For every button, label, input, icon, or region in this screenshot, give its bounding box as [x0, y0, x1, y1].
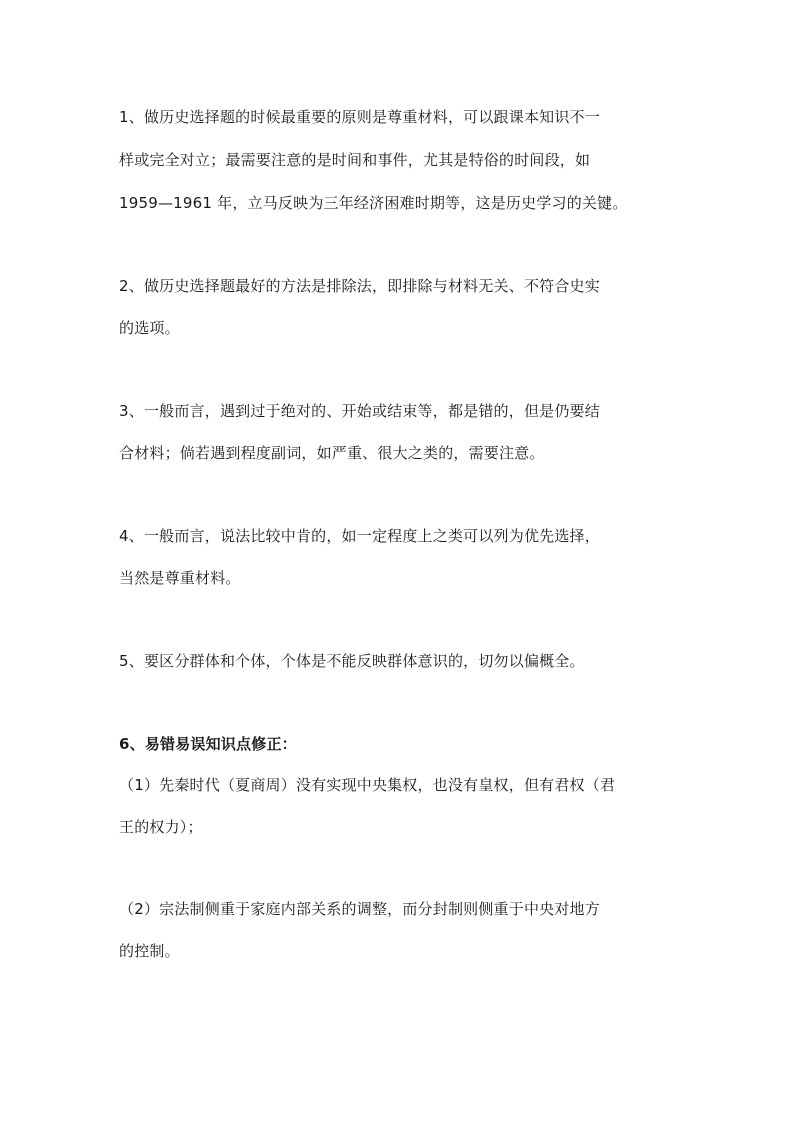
paragraph-7-line-1: （2）宗法制侧重于家庭内部关系的调整，而分封制则侧重于中央对地方 — [119, 900, 600, 918]
paragraph-5-line-1: 5、要区分群体和个体，个体是不能反映群体意识的，切勿以偏概全。 — [119, 652, 585, 670]
paragraph-4-line-2: 当然是尊重材料。 — [119, 569, 241, 587]
paragraph-1-line-1: 1、做历史选择题的时候最重要的原则是尊重材料，可以跟课本知识不一 — [119, 108, 600, 126]
paragraph-6-line-1: （1）先秦时代（夏商周）没有实现中央集权，也没有皇权，但有君权（君 — [119, 776, 616, 794]
paragraph-7-line-2: 的控制。 — [119, 942, 180, 960]
paragraph-4-line-1: 4、一般而言，说法比较中肯的，如一定程度上之类可以列为优先选择， — [119, 527, 600, 545]
paragraph-3-line-1: 3、一般而言，遇到过于绝对的、开始或结束等，都是错的，但是仍要结 — [119, 402, 600, 420]
paragraph-1-line-2: 样或完全对立；最需要注意的是时间和事件，尤其是特俗的时间段，如 — [119, 151, 591, 169]
paragraph-2-line-2: 的选项。 — [119, 319, 180, 337]
paragraph-2-line-1: 2、做历史选择题最好的方法是排除法，即排除与材料无关、不符合史实 — [119, 277, 600, 295]
paragraph-3-line-2: 合材料；倘若遇到程度副词，如严重、很大之类的，需要注意。 — [119, 444, 545, 462]
paragraph-1-line-3: 1959—1961 年，立马反映为三年经济困难时期等，这是历史学习的关键。 — [119, 194, 628, 212]
section-6-heading: 6、易错易误知识点修正： — [119, 735, 297, 753]
paragraph-6-line-2: 王的权力）； — [119, 818, 203, 836]
